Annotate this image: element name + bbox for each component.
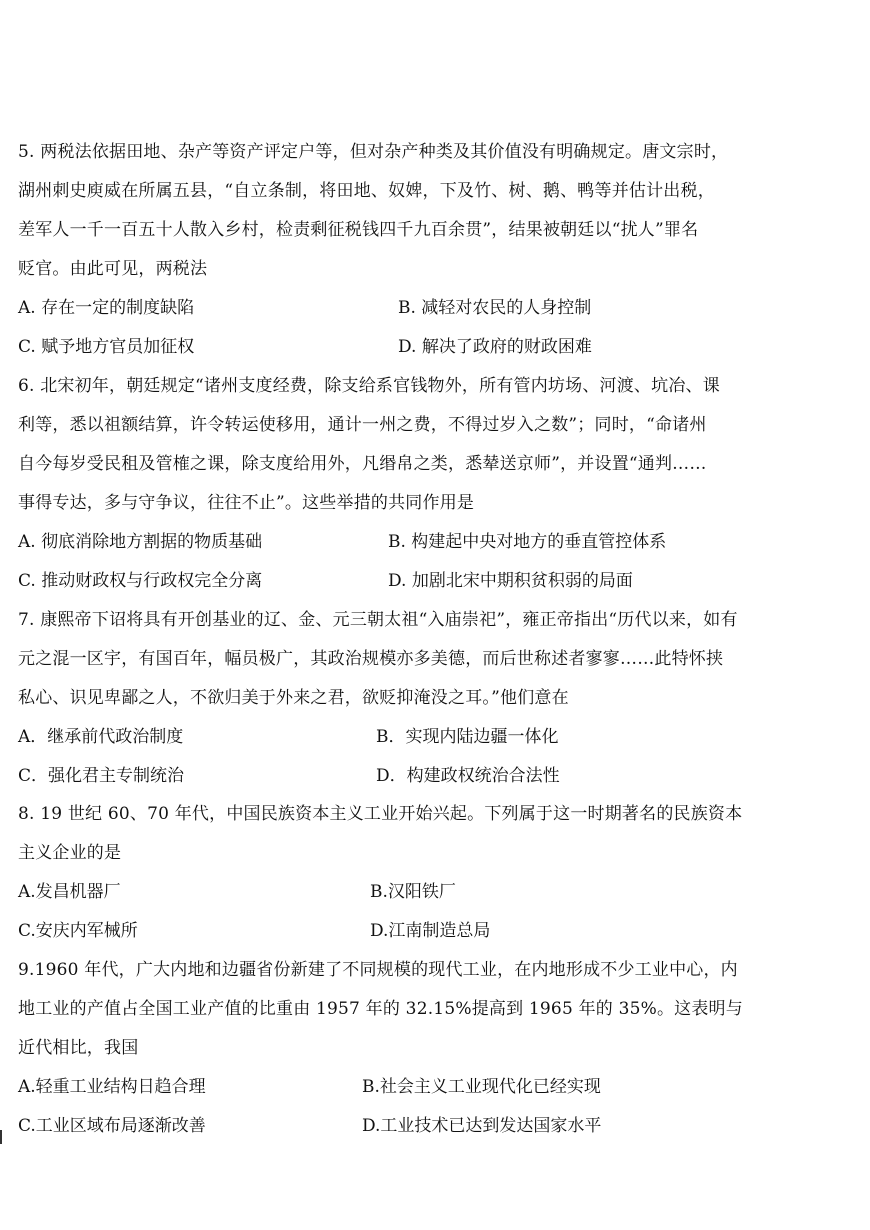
question-stem-line: 地工业的产值占全国工业产值的比重由 1957 年的 32.15%提高到 1965 年的 35%。这表明与 — [18, 999, 743, 1019]
option-c[interactable]: C.安庆内军械所 — [18, 921, 138, 941]
option-c[interactable]: C.工业区域布局逐渐改善 — [18, 1116, 206, 1136]
question-stem-line: 贬官。由此可见，两税法 — [18, 259, 208, 279]
question-stem-line: 7. 康熙帝下诏将具有开创基业的辽、金、元三朝太祖“入庙崇祀”，雍正帝指出“历代以来，如有 — [18, 610, 738, 630]
option-a[interactable]: A.轻重工业结构日趋合理 — [18, 1077, 206, 1097]
question-stem-line: 利等，悉以祖额结算，许令转运使移用，通计一州之费，不得过岁入之数”；同时，“命诸州 — [18, 415, 707, 435]
question-stem-line: 近代相比，我国 — [18, 1038, 139, 1058]
option-d[interactable]: D.江南制造总局 — [370, 921, 491, 941]
margin-mark — [0, 1130, 2, 1144]
option-c[interactable]: C. 推动财政权与行政权完全分离 — [18, 571, 263, 591]
option-b[interactable]: B.社会主义工业现代化已经实现 — [362, 1077, 601, 1097]
option-b[interactable]: B.汉阳铁厂 — [370, 882, 456, 902]
question-stem-line: 事得专达，多与守争议，往往不止”。这些举措的共同作用是 — [18, 493, 475, 513]
question-stem-line: 6. 北宋初年，朝廷规定“诸州支度经费，除支给系官钱物外，所有管内坊场、河渡、坑冶、课 — [18, 376, 720, 396]
question-stem-line: 元之混一区宇，有国百年，幅员极广，其政治规模亦多美德，而后世称述者寥寥……此特怀挟 — [18, 649, 724, 669]
question-stem-line: 差军人一千一百五十人散入乡村，检责剩征税钱四千九百余贯”，结果被朝廷以“扰人”罪名 — [18, 220, 699, 240]
option-d[interactable]: D.工业技术已达到发达国家水平 — [362, 1116, 602, 1136]
option-a[interactable]: A. 存在一定的制度缺陷 — [18, 298, 195, 318]
question-stem-line: 5. 两税法依据田地、杂产等资产评定户等，但对杂产种类及其价值没有明确规定。唐文宗时， — [18, 142, 729, 162]
question-stem-line: 9.1960 年代，广大内地和边疆省份新建了不同规模的现代工业，在内地形成不少工业中心，内 — [18, 960, 738, 980]
question-stem-line: 私心、识见卑鄙之人，不欲归美于外来之君，欲贬抑淹没之耳。”他们意在 — [18, 688, 569, 708]
question-stem-line: 湖州刺史庾威在所属五县，“自立条制，将田地、奴婢，下及竹、树、鹅、鸭等并估计出税， — [18, 181, 715, 201]
question-stem-line: 主义企业的是 — [18, 843, 122, 863]
question-stem-line: 自今每岁受民租及管榷之课，除支度给用外，凡缗帛之类，悉辇送京师”，并设置“通判…… — [18, 454, 707, 474]
option-c[interactable]: C．强化君主专制统治 — [18, 766, 185, 786]
option-d[interactable]: D. 加剧北宋中期积贫积弱的局面 — [388, 571, 633, 591]
option-a[interactable]: A. 彻底消除地方割据的物质基础 — [18, 532, 263, 552]
option-c[interactable]: C. 赋予地方官员加征权 — [18, 337, 195, 357]
option-a[interactable]: A．继承前代政治制度 — [18, 727, 184, 747]
question-stem-line: 8. 19 世纪 60、70 年代，中国民族资本主义工业开始兴起。下列属于这一时期著名的民族资本 — [18, 804, 743, 824]
option-b[interactable]: B. 构建起中央对地方的垂直管控体系 — [388, 532, 667, 552]
option-b[interactable]: B．实现内陆边疆一体化 — [376, 727, 559, 747]
option-d[interactable]: D．构建政权统治合法性 — [376, 766, 560, 786]
option-d[interactable]: D. 解决了政府的财政困难 — [398, 337, 592, 357]
option-a[interactable]: A.发昌机器厂 — [18, 882, 121, 902]
option-b[interactable]: B. 减轻对农民的人身控制 — [398, 298, 592, 318]
